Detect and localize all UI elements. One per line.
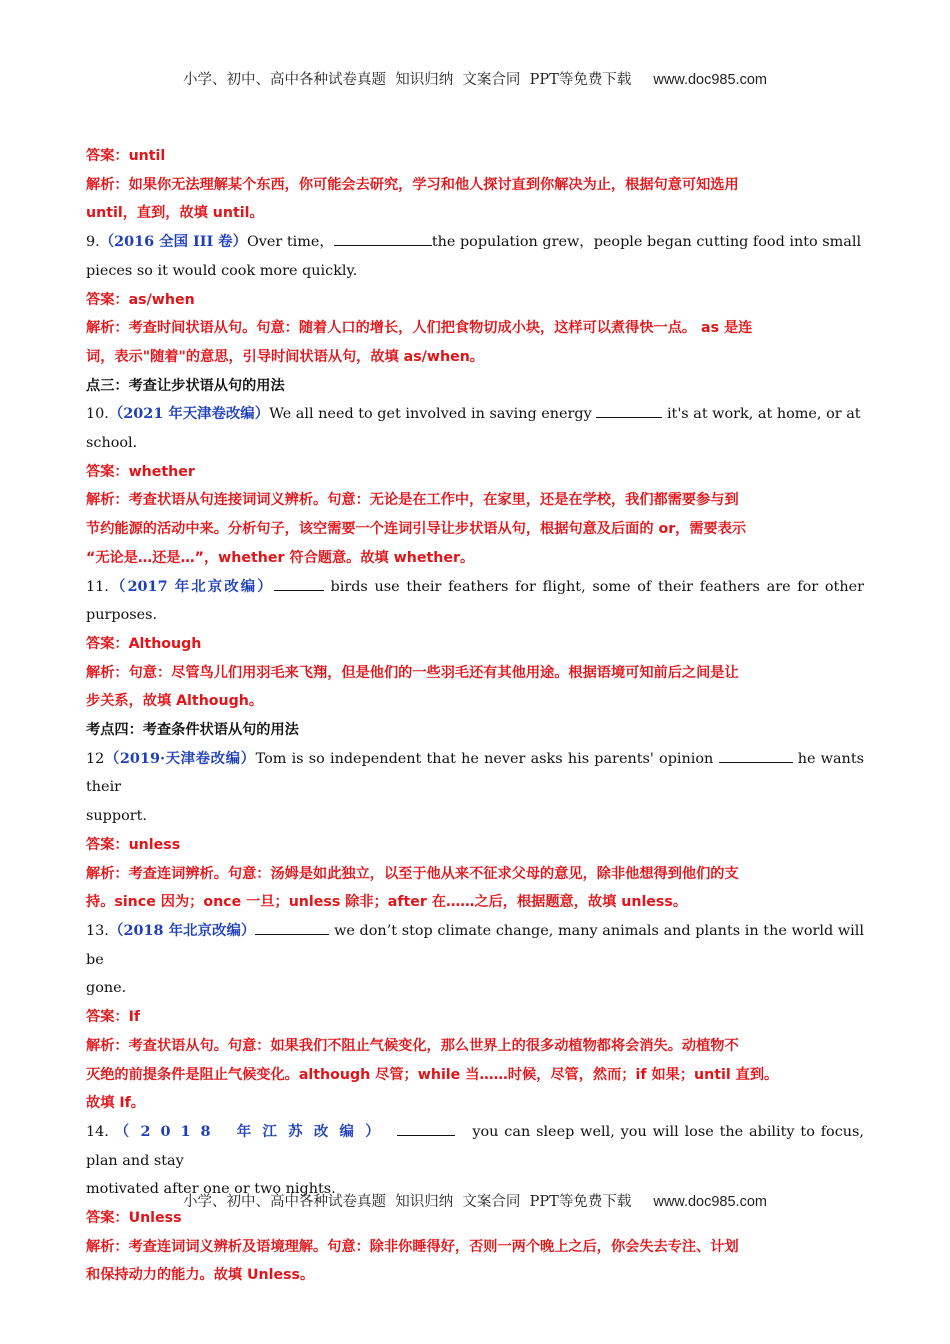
answer-9: 答案：as/when — [86, 291, 195, 308]
question-10-line2: school. — [86, 435, 138, 452]
question-12-number: 12 — [86, 750, 105, 767]
blank-11 — [274, 576, 324, 591]
section-heading-4: 考点四：考查条件状语从句的用法 — [86, 722, 299, 739]
question-14-line2: motivated after one or two nights. — [86, 1181, 336, 1198]
answer-11: 答案：Although — [86, 635, 202, 652]
question-14-source: （2018 年江苏改编） — [114, 1122, 391, 1140]
question-13-line2: gone. — [86, 980, 127, 997]
blank-14 — [397, 1121, 455, 1136]
answer-10: 答案：whether — [86, 463, 195, 480]
question-12-source: （2019·天津卷改编） — [104, 749, 256, 767]
explanation-10-line2: 节约能源的活动中来。分析句子，该空需要一个连词引导让步状语从句，根据句意及后面的 or，需要表示 — [86, 521, 747, 538]
question-10-source: （2021 年天津卷改编） — [108, 405, 270, 423]
question-12-line1 — [86, 745, 864, 802]
question-14-text-a: you can sleep well, you will lose the ability to focus, plan and stay — [86, 1123, 864, 1169]
question-9-text-b: the population grew，people began cutting food into small — [431, 234, 862, 251]
explanation-13-line2: 灭绝的前提条件是阻止气候变化。although 尽管；while 当……时候，尽管，然而；if 如果；until 直到。 — [86, 1066, 779, 1083]
explanation-9-line1: 解析：考查时间状语从句。句意：随着人口的增长，人们把食物切成小块，这样可以煮得快一点。 as 是连 — [86, 320, 753, 337]
question-9-text-a: Over time， — [246, 234, 334, 251]
answer-12: 答案：unless — [86, 836, 181, 853]
question-13-number: 13. — [86, 922, 109, 939]
question-12-text-b: he wants their — [86, 750, 864, 796]
question-10-text-b: it's at work, at home, or at — [666, 406, 861, 423]
question-11-number: 11. — [86, 578, 109, 595]
explanation-11-line2: 步关系，故填 Although。 — [86, 693, 264, 710]
page-header — [0, 68, 950, 89]
explanation-8-line1: 解析：如果你无法理解某个东西，你可能会去研究，学习和他人探讨直到你解决为止，根据句意可知选用 — [86, 176, 739, 193]
explanation-11-line1: 解析：句意：尽管鸟儿们用羽毛来飞翔，但是他们的一些羽毛还有其他用途。根据语境可知前后之间是让 — [86, 664, 739, 681]
explanation-13-line3: 故填 If。 — [86, 1095, 145, 1112]
question-9-line2: pieces so it would cook more quickly. — [86, 262, 358, 279]
question-14-line1 — [86, 1118, 864, 1175]
question-10-line1 — [86, 400, 864, 429]
explanation-10-line1: 解析：考查状语从句连接词词义辨析。句意：无论是在工作中，在家里，还是在学校，我们都需要参与到 — [86, 492, 739, 509]
answer-8: 答案：until — [86, 148, 166, 164]
question-9-source: （2016 全国 III 卷） — [99, 233, 247, 251]
explanation-14-line2: 和保持动力的能力。故填 Unless。 — [86, 1267, 315, 1284]
footer-url[interactable]: www.doc985.com — [653, 1194, 767, 1210]
explanation-13-line1: 解析：考查状语从句。句意：如果我们不阻止气候变化，那么世界上的很多动植物都将会消失。动植物不 — [86, 1037, 739, 1054]
question-13-text-a: we don’t stop climate change, many animals and plants in the world will be — [86, 922, 864, 968]
question-11-source: （2017 年北京改编） — [108, 577, 274, 595]
explanation-8-line2: until，直到，故填 until。 — [86, 205, 264, 222]
question-10-number: 10. — [86, 406, 109, 423]
header-text: 小学、初中、高中各种试卷真题 知识归纳 文案合同 PPT等免费下载 — [183, 72, 632, 88]
question-12-text-a: Tom is so independent that he never asks his parents' opinion — [255, 750, 714, 767]
section-heading-3: 点三：考查让步状语从句的用法 — [86, 377, 285, 394]
question-12-line2: support. — [86, 808, 147, 825]
blank-10 — [596, 403, 662, 418]
question-13-line1 — [86, 917, 864, 974]
blank-12 — [719, 748, 793, 763]
explanation-10-line3: “无论是…还是…”，whether 符合题意。故填 whether。 — [86, 549, 475, 566]
question-9-number: 9. — [86, 234, 100, 251]
page-footer — [0, 1190, 950, 1211]
explanation-12-line2: 持。since 因为；once 一旦；unless 除非；after 在……之后，根据题意，故填 unless。 — [86, 894, 688, 911]
answer-13: 答案：If — [86, 1009, 141, 1026]
footer-text: 小学、初中、高中各种试卷真题 知识归纳 文案合同 PPT等免费下载 — [183, 1194, 632, 1210]
explanation-9-line2: 词，表示"随着"的意思，引导时间状语从句，故填 as/when。 — [86, 348, 484, 365]
question-11 — [86, 573, 864, 630]
question-13-source: （2018 年北京改编） — [108, 921, 256, 939]
question-10-text-a: We all need to get involved in saving energy — [269, 406, 592, 423]
blank-9 — [334, 231, 432, 246]
blank-13 — [255, 920, 329, 935]
explanation-14-line1: 解析：考查连词词义辨析及语境理解。句意：除非你睡得好，否则一两个晚上之后，你会失去专注、计划 — [86, 1238, 739, 1255]
question-14-number: 14. — [86, 1123, 109, 1140]
header-url[interactable]: www.doc985.com — [653, 72, 767, 88]
answer-14: 答案：Unless — [86, 1210, 182, 1227]
question-9-line1 — [86, 228, 864, 257]
explanation-12-line1: 解析：考查连词辨析。句意：汤姆是如此独立，以至于他从来不征求父母的意见，除非他想得到他们的支 — [86, 865, 739, 882]
document-body — [86, 142, 864, 1290]
question-11-text: birds use their feathers for flight, some of their feathers are for other purposes. — [86, 578, 864, 624]
